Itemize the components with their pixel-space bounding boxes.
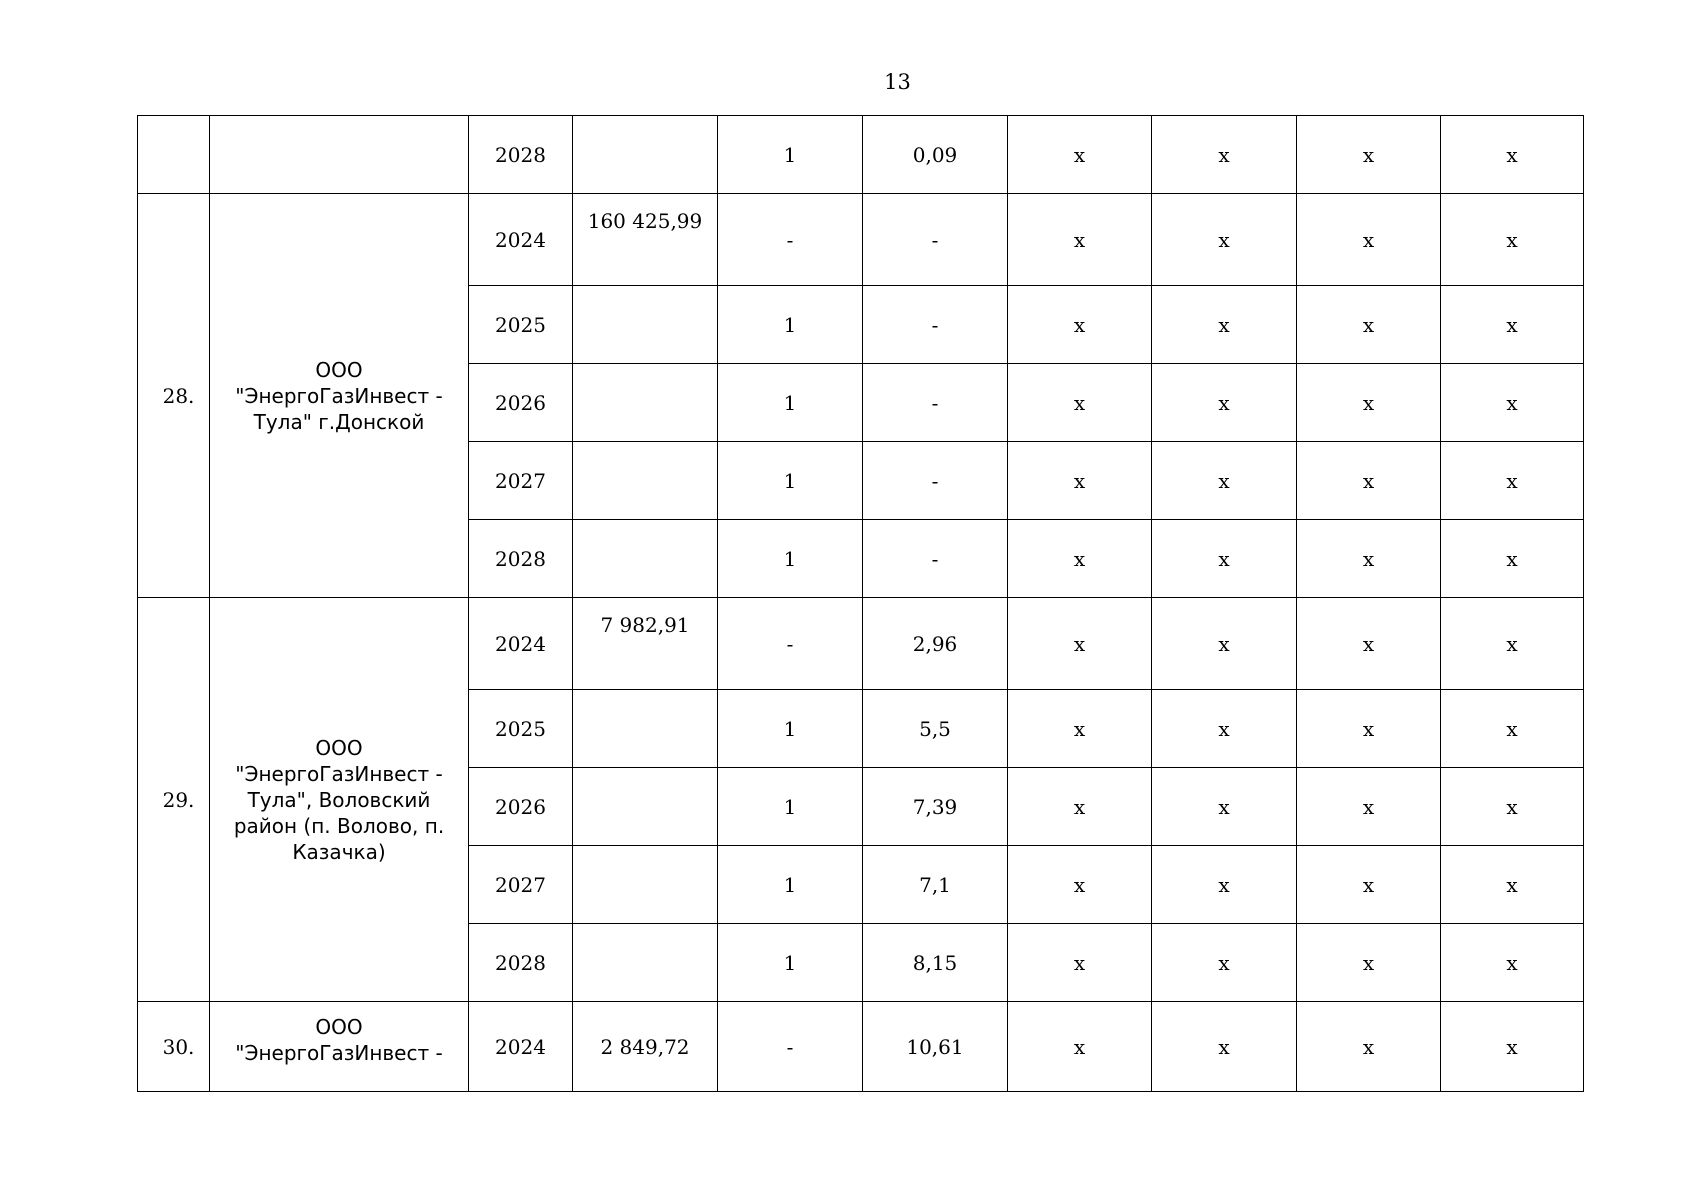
x-cell-2: х xyxy=(1152,194,1297,286)
data-table xyxy=(137,115,1584,1092)
count-cell: 1 xyxy=(718,520,863,598)
x-cell-1: х xyxy=(1008,846,1152,924)
x-cell-4: х xyxy=(1441,194,1584,286)
x-cell-2: х xyxy=(1152,768,1297,846)
x-cell-3: х xyxy=(1297,1002,1441,1092)
x-cell-4: х xyxy=(1441,442,1584,520)
year-cell: 2028 xyxy=(469,116,573,194)
table-body xyxy=(138,116,1584,1092)
year-cell: 2028 xyxy=(469,520,573,598)
table-row xyxy=(138,1002,1584,1092)
x-cell-2: х xyxy=(1152,924,1297,1002)
amount-cell: 160 425,99 xyxy=(573,194,718,286)
amount-cell xyxy=(573,846,718,924)
row-number: 28. xyxy=(138,194,210,598)
table-row xyxy=(138,116,1584,194)
x-cell-1: х xyxy=(1008,690,1152,768)
x-cell-2: х xyxy=(1152,690,1297,768)
value-cell: 2,96 xyxy=(863,598,1008,690)
x-cell-1: х xyxy=(1008,116,1152,194)
x-cell-3: х xyxy=(1297,520,1441,598)
value-cell: 10,61 xyxy=(863,1002,1008,1092)
x-cell-1: х xyxy=(1008,364,1152,442)
count-cell: 1 xyxy=(718,364,863,442)
year-cell: 2024 xyxy=(469,194,573,286)
value-cell: 0,09 xyxy=(863,116,1008,194)
page-number: 13 xyxy=(884,70,911,94)
table-row xyxy=(138,194,1584,286)
x-cell-3: х xyxy=(1297,442,1441,520)
x-cell-3: х xyxy=(1297,768,1441,846)
x-cell-2: х xyxy=(1152,598,1297,690)
amount-cell xyxy=(573,286,718,364)
x-cell-2: х xyxy=(1152,846,1297,924)
organization-name: ООО "ЭнергоГазИнвест - xyxy=(210,1002,469,1092)
value-cell: - xyxy=(863,364,1008,442)
count-cell: - xyxy=(718,598,863,690)
x-cell-4: х xyxy=(1441,1002,1584,1092)
x-cell-3: х xyxy=(1297,924,1441,1002)
x-cell-4: х xyxy=(1441,116,1584,194)
x-cell-4: х xyxy=(1441,520,1584,598)
value-cell: 5,5 xyxy=(863,690,1008,768)
year-cell: 2025 xyxy=(469,690,573,768)
organization-name: ООО "ЭнергоГазИнвест - Тула", Воловский район (п. Волово, п. Казачка) xyxy=(210,598,469,1002)
x-cell-4: х xyxy=(1441,690,1584,768)
x-cell-4: х xyxy=(1441,768,1584,846)
value-cell: - xyxy=(863,520,1008,598)
count-cell: - xyxy=(718,1002,863,1092)
x-cell-1: х xyxy=(1008,520,1152,598)
x-cell-1: х xyxy=(1008,194,1152,286)
x-cell-1: х xyxy=(1008,924,1152,1002)
year-cell: 2026 xyxy=(469,768,573,846)
count-cell: 1 xyxy=(718,286,863,364)
amount-cell xyxy=(573,116,718,194)
year-cell: 2024 xyxy=(469,598,573,690)
table-row xyxy=(138,598,1584,690)
value-cell: 7,39 xyxy=(863,768,1008,846)
value-cell: - xyxy=(863,194,1008,286)
year-cell: 2027 xyxy=(469,846,573,924)
count-cell: 1 xyxy=(718,116,863,194)
amount-cell: 2 849,72 xyxy=(573,1002,718,1092)
x-cell-2: х xyxy=(1152,442,1297,520)
x-cell-2: х xyxy=(1152,286,1297,364)
x-cell-4: х xyxy=(1441,286,1584,364)
count-cell: - xyxy=(718,194,863,286)
value-cell: 8,15 xyxy=(863,924,1008,1002)
row-number: 29. xyxy=(138,598,210,1002)
organization-name: ООО "ЭнергоГазИнвест - Тула" г.Донской xyxy=(210,194,469,598)
amount-cell xyxy=(573,924,718,1002)
year-cell: 2026 xyxy=(469,364,573,442)
amount-cell xyxy=(573,690,718,768)
count-cell: 1 xyxy=(718,690,863,768)
amount-cell xyxy=(573,442,718,520)
x-cell-3: х xyxy=(1297,598,1441,690)
row-number xyxy=(138,116,210,194)
year-cell: 2024 xyxy=(469,1002,573,1092)
x-cell-2: х xyxy=(1152,520,1297,598)
x-cell-2: х xyxy=(1152,364,1297,442)
x-cell-4: х xyxy=(1441,598,1584,690)
count-cell: 1 xyxy=(718,768,863,846)
year-cell: 2028 xyxy=(469,924,573,1002)
x-cell-4: х xyxy=(1441,924,1584,1002)
count-cell: 1 xyxy=(718,442,863,520)
x-cell-3: х xyxy=(1297,364,1441,442)
x-cell-1: х xyxy=(1008,442,1152,520)
x-cell-3: х xyxy=(1297,194,1441,286)
x-cell-1: х xyxy=(1008,598,1152,690)
year-cell: 2025 xyxy=(469,286,573,364)
x-cell-4: х xyxy=(1441,846,1584,924)
x-cell-3: х xyxy=(1297,116,1441,194)
x-cell-1: х xyxy=(1008,286,1152,364)
x-cell-3: х xyxy=(1297,286,1441,364)
x-cell-4: х xyxy=(1441,364,1584,442)
x-cell-3: х xyxy=(1297,690,1441,768)
count-cell: 1 xyxy=(718,846,863,924)
amount-cell xyxy=(573,768,718,846)
amount-cell xyxy=(573,520,718,598)
organization-name xyxy=(210,116,469,194)
value-cell: 7,1 xyxy=(863,846,1008,924)
x-cell-2: х xyxy=(1152,116,1297,194)
value-cell: - xyxy=(863,286,1008,364)
x-cell-1: х xyxy=(1008,1002,1152,1092)
count-cell: 1 xyxy=(718,924,863,1002)
year-cell: 2027 xyxy=(469,442,573,520)
x-cell-3: х xyxy=(1297,846,1441,924)
x-cell-1: х xyxy=(1008,768,1152,846)
amount-cell: 7 982,91 xyxy=(573,598,718,690)
amount-cell xyxy=(573,364,718,442)
row-number: 30. xyxy=(138,1002,210,1092)
x-cell-2: х xyxy=(1152,1002,1297,1092)
value-cell: - xyxy=(863,442,1008,520)
